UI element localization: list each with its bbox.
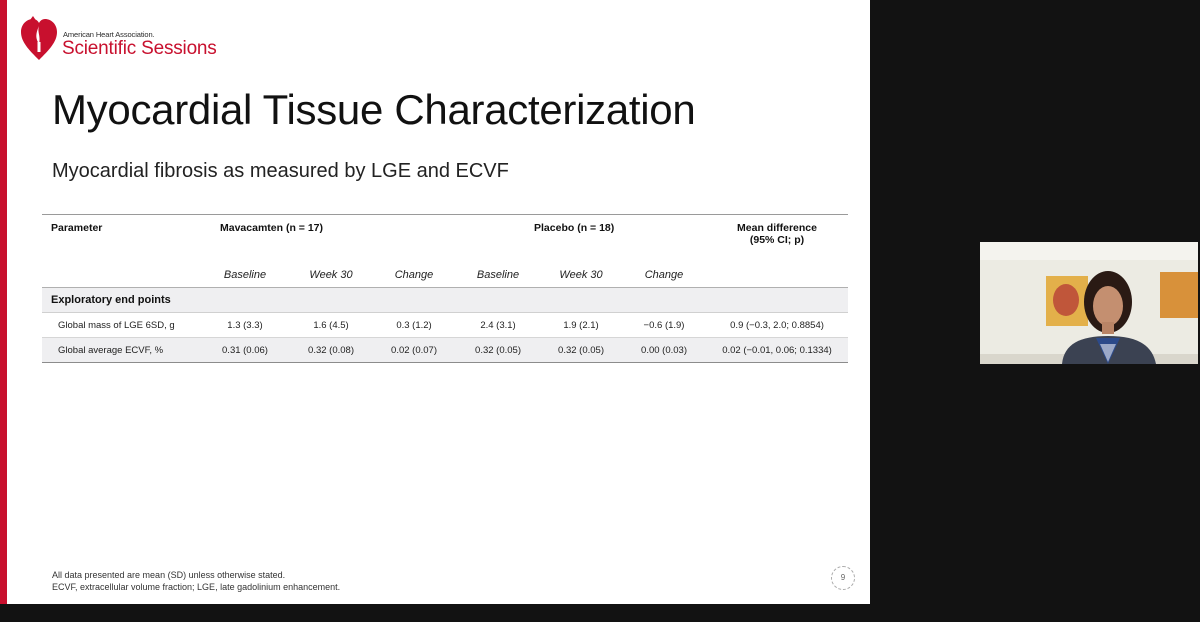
presenter-video[interactable] [980, 242, 1198, 364]
aha-logo [19, 12, 229, 62]
table-cell: 1.6 (4.5) [290, 313, 372, 338]
table-cell: 0.31 (0.06) [200, 338, 290, 363]
heart-torch-icon [19, 14, 59, 62]
subheader-mava-change: Change [372, 262, 456, 288]
header-mean-difference [706, 215, 848, 263]
header-parameter: Parameter [42, 215, 200, 263]
presenter-video-frame [980, 242, 1198, 364]
table-cell: 0.02 (−0.01, 0.06; 0.1334) [706, 338, 848, 363]
table-row [42, 313, 848, 338]
subheader-mava-week30: Week 30 [290, 262, 372, 288]
table-cell: 0.02 (0.07) [372, 338, 456, 363]
subheader-placebo-baseline: Baseline [456, 262, 540, 288]
subheader-placebo-change: Change [622, 262, 706, 288]
slide-red-edge [0, 0, 7, 604]
header-mean-difference-line2: (95% CI; p) [749, 234, 805, 246]
section-exploratory-end-points: Exploratory end points [42, 288, 848, 313]
row-parameter: Global mass of LGE 6SD, g [42, 313, 200, 338]
logo-event-name: Scientific Sessions [62, 38, 217, 59]
table-cell: 2.4 (3.1) [456, 313, 540, 338]
table-cell: 0.3 (1.2) [372, 313, 456, 338]
slide-title: Myocardial Tissue Characterization [52, 86, 696, 133]
table-cell: 0.00 (0.03) [622, 338, 706, 363]
presenter-face [1093, 286, 1123, 326]
subheader-placebo-week30: Week 30 [540, 262, 622, 288]
slide-footnotes [52, 569, 340, 593]
table-cell: −0.6 (1.9) [622, 313, 706, 338]
results-table [42, 214, 848, 363]
table-row [42, 338, 848, 363]
header-mean-difference-line1: Mean difference [737, 222, 817, 234]
row-parameter: Global average ECVF, % [42, 338, 200, 363]
footnote-line: All data presented are mean (SD) unless otherwise stated. [52, 570, 286, 580]
subheader-mava-baseline: Baseline [200, 262, 290, 288]
page-number: 9 [831, 566, 855, 590]
header-mavacamten: Mavacamten (n = 17) [200, 215, 372, 263]
slide-subtitle: Myocardial fibrosis as measured by LGE and ECVF [52, 160, 509, 182]
table-cell: 0.32 (0.08) [290, 338, 372, 363]
table-cell: 0.32 (0.05) [540, 338, 622, 363]
header-placebo: Placebo (n = 18) [456, 215, 706, 263]
table-cell: 0.9 (−0.3, 2.0; 0.8854) [706, 313, 848, 338]
logo-organization: American Heart Association. [63, 30, 155, 39]
cabinet-shape [1160, 272, 1198, 318]
table-cell: 0.32 (0.05) [456, 338, 540, 363]
footnote-line: ECVF, extracellular volume fraction; LGE, late gadolinium enhancement. [52, 582, 341, 592]
table-cell: 1.9 (2.1) [540, 313, 622, 338]
table-cell: 1.3 (3.3) [200, 313, 290, 338]
